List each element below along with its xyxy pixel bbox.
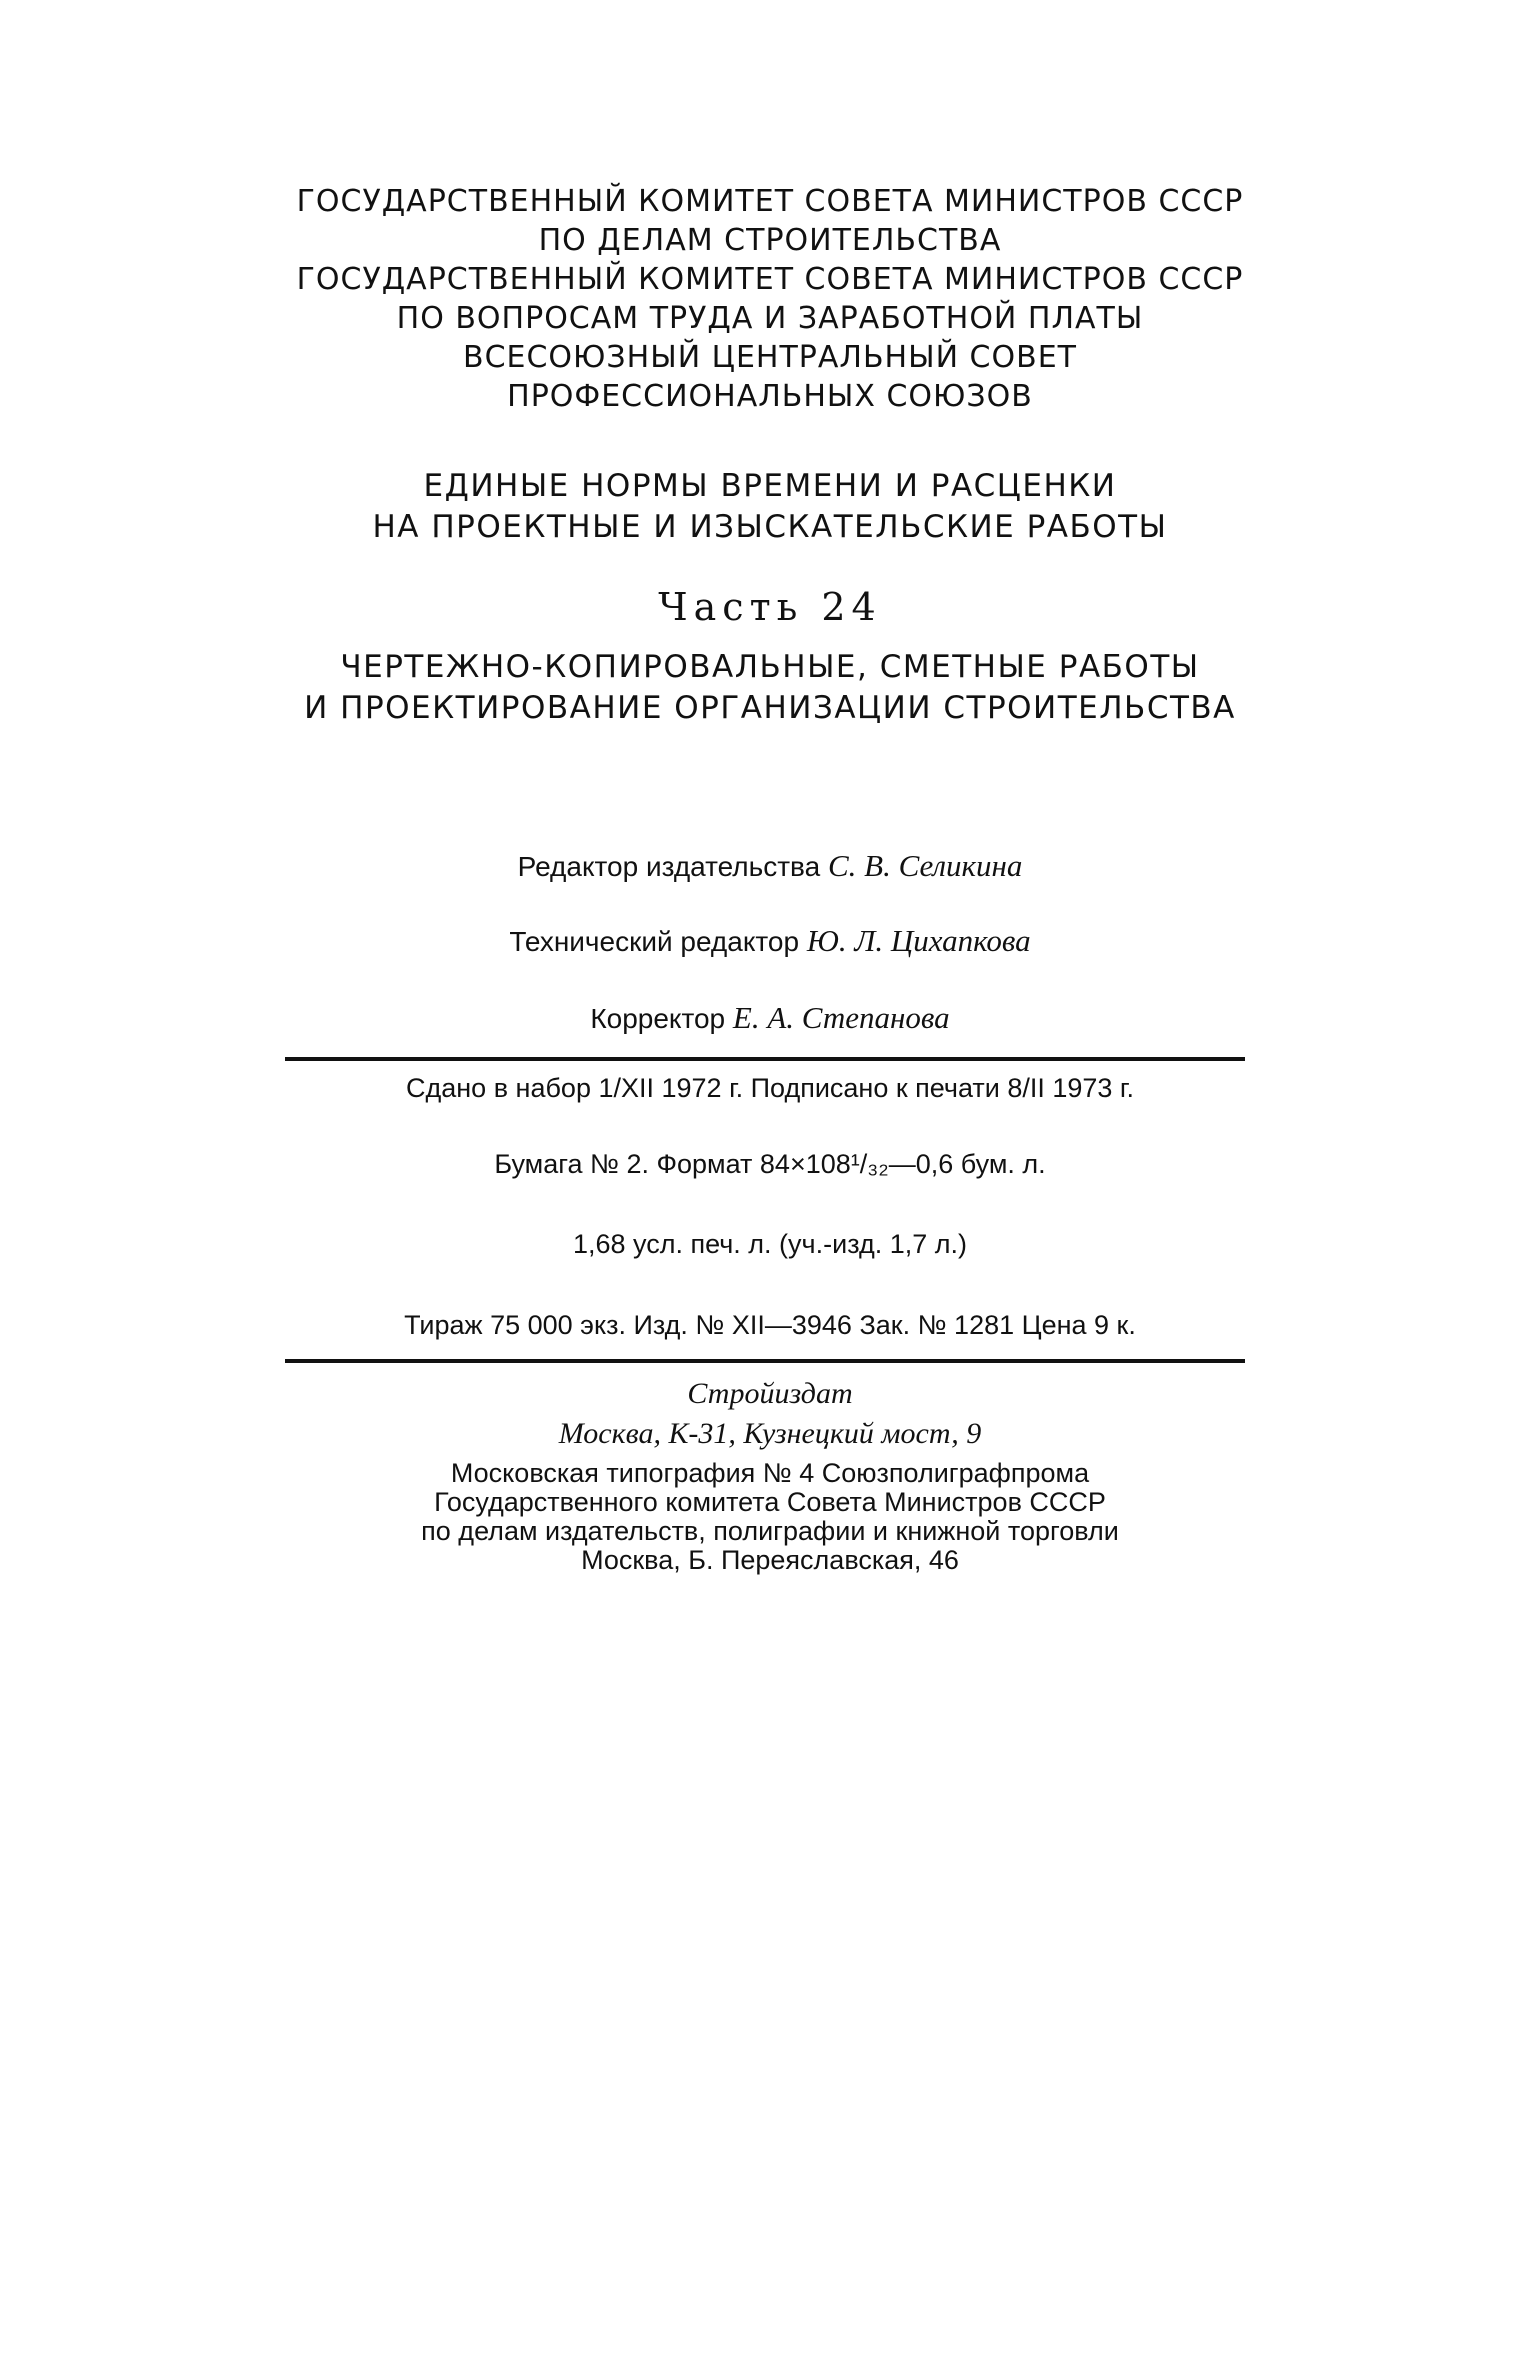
issuing-body-line: ВСЕСОЮЗНЫЙ ЦЕНТРАЛЬНЫЙ СОВЕТ — [463, 340, 1077, 375]
printer-line: Москва, Б. Переяславская, 46 — [581, 1545, 959, 1575]
editor-role: Редактор издательства — [517, 851, 821, 882]
part-subtitle — [280, 647, 1260, 729]
imprint-circulation: Тираж 75 000 экз. Изд. № XII—3946 Зак. № 1281 Цена 9 к. — [404, 1310, 1136, 1340]
imprint-paper: Бумага № 2. Формат 84×108¹/₃₂—0,6 бум. л. — [494, 1149, 1046, 1179]
publisher-block — [280, 1374, 1260, 1454]
book-title-line-2: НА ПРОЕКТНЫЕ И ИЗЫСКАТЕЛЬСКИЕ РАБОТЫ — [372, 509, 1168, 545]
publisher-address: Москва, К-31, Кузнецкий мост, 9 — [558, 1417, 982, 1450]
tech-editor-role: Технический редактор — [509, 926, 800, 957]
tech-editor-credit — [280, 923, 1260, 959]
part-subtitle-line-2: И ПРОЕКТИРОВАНИЕ ОРГАНИЗАЦИИ СТРОИТЕЛЬСТВА — [304, 690, 1236, 726]
imprint-dates: Сдано в набор 1/XII 1972 г. Подписано к печати 8/II 1973 г. — [406, 1073, 1134, 1103]
issuing-body-line: ПО ДЕЛАМ СТРОИТЕЛЬСТВА — [538, 223, 1002, 258]
publisher-name: Стройиздат — [687, 1377, 853, 1410]
issuing-body-line: ПРОФЕССИОНАЛЬНЫХ СОЮЗОВ — [507, 379, 1033, 414]
part-subtitle-line-1: ЧЕРТЕЖНО-КОПИРОВАЛЬНЫЕ, СМЕТНЫЕ РАБОТЫ — [340, 649, 1200, 685]
part-number: Часть 24 — [658, 585, 882, 629]
printer-line: по делам издательств, полиграфии и книжной торговли — [421, 1516, 1119, 1546]
book-title — [280, 466, 1260, 548]
book-title-line-1: ЕДИНЫЕ НОРМЫ ВРЕМЕНИ И РАСЦЕНКИ — [423, 468, 1117, 504]
bottom-divider — [285, 1359, 1245, 1363]
proofreader-credit — [280, 1000, 1260, 1036]
editor-credit — [280, 848, 1260, 884]
printer-line: Московская типография № 4 Союзполиграфпрома — [450, 1458, 1090, 1488]
proofreader-role: Корректор — [590, 1003, 726, 1034]
tech-editor-name: Ю. Л. Цихапкова — [806, 923, 1031, 958]
printer-block — [280, 1459, 1260, 1575]
issuing-body-line: ПО ВОПРОСАМ ТРУДА И ЗАРАБОТНОЙ ПЛАТЫ — [396, 301, 1144, 336]
editor-name: С. В. Селикина — [827, 848, 1023, 883]
printer-line: Государственного комитета Совета Министров СССР — [434, 1487, 1106, 1517]
issuing-body-line: ГОСУДАРСТВЕННЫЙ КОМИТЕТ СОВЕТА МИНИСТРОВ СССР — [296, 262, 1244, 297]
imprint-sheets: 1,68 усл. печ. л. (уч.-изд. 1,7 л.) — [572, 1229, 968, 1259]
issuing-body-line: ГОСУДАРСТВЕННЫЙ КОМИТЕТ СОВЕТА МИНИСТРОВ СССР — [296, 184, 1244, 219]
proofreader-name: Е. А. Степанова — [732, 1000, 950, 1035]
top-divider — [285, 1057, 1245, 1061]
issuing-bodies — [280, 182, 1260, 416]
